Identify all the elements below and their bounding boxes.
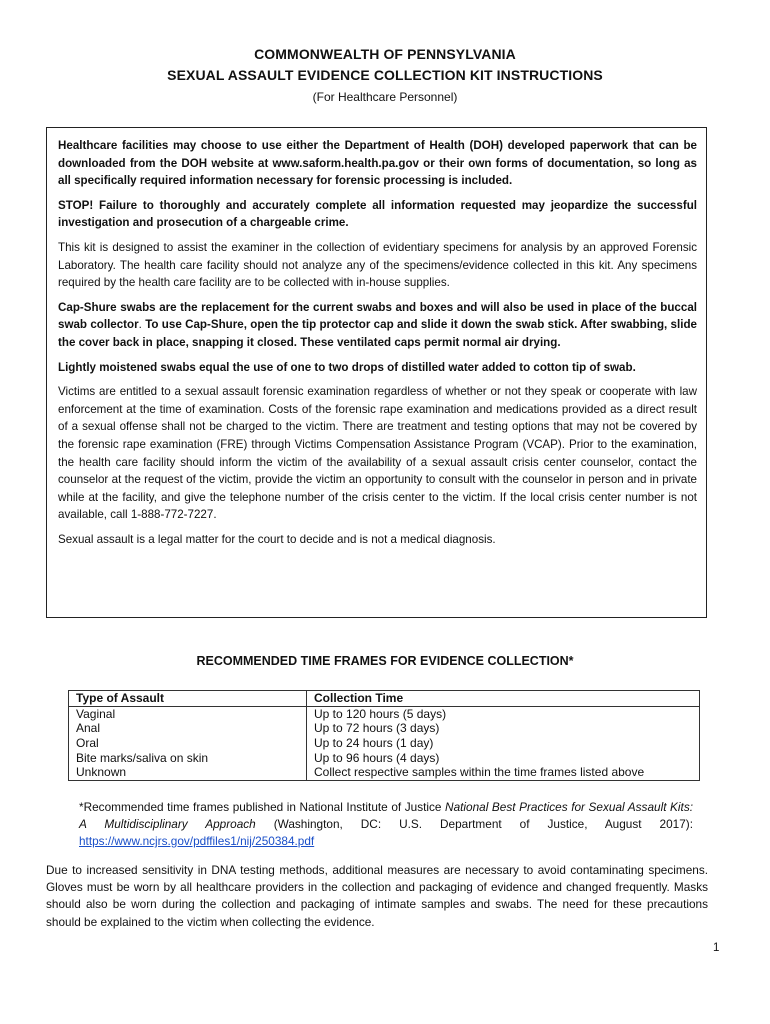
time-frames-title: RECOMMENDED TIME FRAMES FOR EVIDENCE COLLECTION* xyxy=(196,654,574,668)
assault-type-cell: Bite marks/saliva on skin xyxy=(69,750,307,765)
page-number: 1 xyxy=(713,942,720,954)
collection-time-cell: Up to 24 hours (1 day) xyxy=(307,736,700,751)
cap-shure-paragraph xyxy=(58,299,697,352)
assault-type-cell: Anal xyxy=(69,721,307,736)
footnote-prefix: *Recommended time frames published in National Institute of Justice xyxy=(79,800,446,814)
legal-matter-note: Sexual assault is a legal matter for the court to decide and is not a medical diagnosis. xyxy=(58,532,496,546)
header-subtitle: (For Healthcare Personnel) xyxy=(312,90,458,104)
table-row xyxy=(69,706,700,721)
table-row xyxy=(69,736,700,751)
contamination-paragraph: Due to increased sensitivity in DNA testing methods, additional measures are necessary to avoid contaminating specimens. Gloves must be worn by all healthcare providers in the collection and packaging of evidence and changed frequently. Masks should also be worn during the collection and packaging of intimate samples and swabs. The need for these precautions should be explained to the victim when collecting the evidence. xyxy=(46,863,708,929)
table-header-row xyxy=(69,691,700,707)
moistened-swabs-note: Lightly moistened swabs equal the use of one to two drops of distilled water added to cotton tip of swab. xyxy=(58,360,636,374)
stop-warning: STOP! Failure to thoroughly and accurately complete all information requested may jeopardize the successful investigation and prosecution of a chargeable crime. xyxy=(58,198,697,230)
table-row xyxy=(69,765,700,780)
instructions-box xyxy=(46,127,707,618)
cap-shure-usage-text: To use Cap-Shure, open the tip protector cap and slide it down the swab stick. After swabbing, slide the cover back in place, snapping it closed. These ventilated caps permit normal air drying. xyxy=(58,318,697,349)
assault-type-cell: Oral xyxy=(69,736,307,751)
cap-shure-separator: . xyxy=(138,318,146,332)
table-row xyxy=(69,721,700,736)
victim-rights-paragraph: Victims are entitled to a sexual assault forensic examination regardless of whether or not they speak or cooperate with law enforcement at the time of examination. Costs of the forensic rape examination and medications provided as a direct result of a sexual offense shall not be charged to the victim. There are treatment and testing options that may not be covered by the forensic rape examination (FRE) through Victims Compensation Assistance Program (VCAP). Prior to the examination, the health care facility should inform the victim of the availability of a sexual assault crisis center counselor, contact the counselor at the request of the victim, provide the victim an opportunity to consult with the counselor in person and in private while at the facility, and give the telephone number of the crisis center to the victim. If the local crisis center number is not available, call 1-888-772-7227. xyxy=(58,385,697,522)
table-row xyxy=(69,750,700,765)
footnote-link[interactable]: https://www.ncjrs.gov/pdffiles1/nij/250384.pdf xyxy=(79,834,315,848)
assault-type-cell: Vaginal xyxy=(69,706,307,721)
collection-time-cell: Up to 96 hours (4 days) xyxy=(307,750,700,765)
paperwork-note: Healthcare facilities may choose to use either the Department of Health (DOH) developed paperwork that can be downloaded from the DOH website at www.saform.health.pa.gov or their own forms of documentation, so long as all specifically required information necessary for forensic processing is included. xyxy=(58,139,697,188)
collection-time-cell: Up to 72 hours (3 days) xyxy=(307,721,700,736)
collection-time-cell: Up to 120 hours (5 days) xyxy=(307,706,700,721)
column-header-time: Collection Time xyxy=(307,691,700,707)
assault-type-cell: Unknown xyxy=(69,765,307,780)
footnote-suffix: (Washington, DC: U.S. Department of Justice, August 2017): xyxy=(255,817,693,831)
header-title-line1: COMMONWEALTH OF PENNSYLVANIA xyxy=(254,46,516,62)
footnote-publication-title: National Best Practices for Sexual Assault Kits: A Multidisciplinary Approach xyxy=(79,800,693,831)
collection-time-cell: Collect respective samples within the time frames listed above xyxy=(307,765,700,780)
cap-shure-replacement-text: Cap-Shure swabs are the replacement for the current swabs and boxes and will also be used in place of the buccal swab collector xyxy=(58,300,697,332)
time-frames-table xyxy=(68,690,700,781)
time-frames-footnote xyxy=(79,799,693,850)
header-title-line2: SEXUAL ASSAULT EVIDENCE COLLECTION KIT INSTRUCTIONS xyxy=(167,67,603,83)
column-header-type: Type of Assault xyxy=(69,691,307,707)
kit-purpose-paragraph: This kit is designed to assist the examiner in the collection of evidentiary specimens for analysis by an approved Forensic Laboratory. The health care facility should not analyze any of the specimens/evidence collected in this kit. Any specimens required by the health care facility are to be collected with in-house supplies. xyxy=(58,240,697,290)
